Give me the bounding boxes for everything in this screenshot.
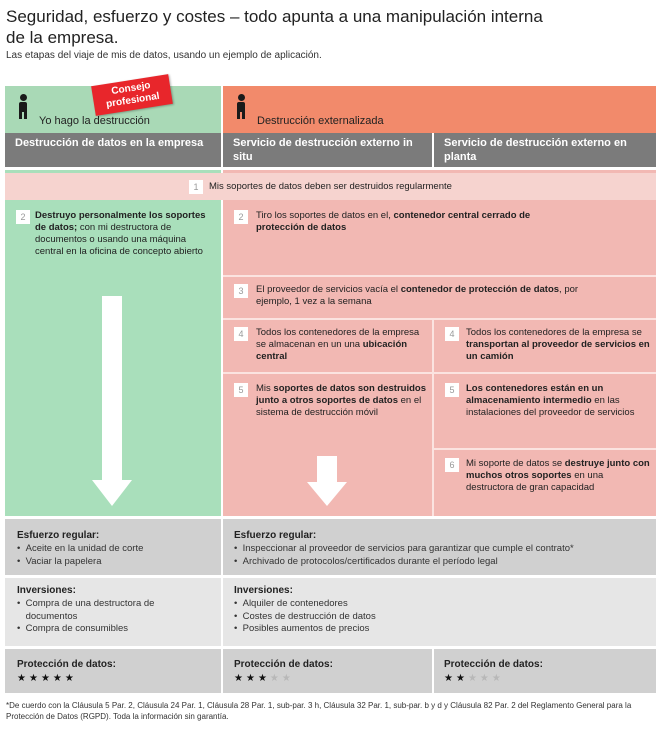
list-item: • Compra de una destructora de documentos <box>17 598 155 622</box>
list-item: • Posibles aumentos de precios <box>234 623 370 634</box>
star-filled-icon: ★ <box>17 673 29 684</box>
protection-title: Protección de datos: <box>444 659 543 670</box>
effort-list <box>234 543 574 568</box>
step-1-text: Mis soportes de datos deben ser destruidos regularmente <box>209 181 452 192</box>
star-empty-icon: ★ <box>467 673 480 684</box>
divider <box>223 275 656 277</box>
list-item: • Inspeccionar al proveedor de servicios para garantizar que cumple el contrato* <box>234 543 574 554</box>
star-filled-icon: ★ <box>444 673 456 684</box>
step-number: 4 <box>445 327 459 341</box>
list-item: • Compra de consumibles <box>17 623 129 634</box>
protection-onsite <box>223 649 432 693</box>
rating-stars <box>444 673 504 684</box>
effort-title: Esfuerzo regular: <box>17 530 100 541</box>
pro-tip-badge: Consejo profesional <box>91 74 173 116</box>
protection-title: Protección de datos: <box>17 659 116 670</box>
star-filled-icon: ★ <box>28 673 41 684</box>
column-head-in-house: Destrucción de datos en la empresa <box>5 133 221 167</box>
step-number: 1 <box>189 180 203 194</box>
list-item: • Aceite en la unidad de corte <box>17 543 144 554</box>
investment-title: Inversiones: <box>234 585 293 596</box>
star-filled-icon: ★ <box>234 673 246 684</box>
protection-in-house <box>5 649 221 693</box>
list-item: • Vaciar la papelera <box>17 555 102 567</box>
step-6-text: Mi soporte de datos se destruye junto con muchos otros soportes en una destructora de gran capacidad <box>466 458 650 493</box>
list-item: • Archivado de protocolos/certificados durante el período legal <box>234 555 498 567</box>
step-number: 6 <box>445 458 459 472</box>
header-outsourced-destruction <box>223 86 656 133</box>
protection-plant <box>434 649 656 693</box>
star-filled-icon: ★ <box>52 673 65 684</box>
star-empty-icon: ★ <box>269 673 282 684</box>
investment-right <box>223 578 656 646</box>
investment-title: Inversiones: <box>17 585 76 596</box>
person-icon <box>236 94 246 119</box>
star-filled-icon: ★ <box>40 673 53 684</box>
star-filled-icon: ★ <box>455 673 468 684</box>
step-number: 5 <box>445 383 459 397</box>
effort-right <box>223 519 656 575</box>
star-empty-icon: ★ <box>491 673 504 684</box>
star-filled-icon: ★ <box>245 673 258 684</box>
list-item: • Alquiler de contenedores <box>234 598 348 609</box>
divider <box>432 318 434 516</box>
header-right-label: Destrucción externalizada <box>257 115 384 127</box>
footnote: *De cuerdo con la Cláusula 5 Par. 2, Cláusula 24 Par. 1, Cláusula 28 Par. 1, sub-par. 3 h, Cláusula 32 Par. 1, sub-par. b y d y Cláusula 82 Par. 2 del Reglamento General para la Protección de Datos (RGPD). Toda la información sin garantía. <box>6 701 632 721</box>
column-head-plant: Servicio de destrucción externo en planta <box>434 133 656 167</box>
step-number: 5 <box>234 383 248 397</box>
step-4-plant-text: Todos los contenedores de la empresa se transportan al proveedor de servicios en un camión <box>466 327 650 362</box>
rating-stars <box>17 673 77 684</box>
investment-left <box>5 578 221 646</box>
step-number: 2 <box>16 210 30 224</box>
star-filled-icon: ★ <box>64 673 77 684</box>
divider <box>223 318 656 320</box>
list-item: • Costes de destrucción de datos <box>234 610 376 622</box>
header-left-label: Yo hago la destrucción <box>39 115 150 127</box>
protection-title: Protección de datos: <box>234 659 333 670</box>
divider <box>433 448 656 450</box>
step-number: 3 <box>234 284 248 298</box>
person-icon <box>18 94 28 119</box>
investment-list <box>234 598 376 636</box>
star-empty-icon: ★ <box>479 673 492 684</box>
page-title: Seguridad, esfuerzo y costes – todo apunta a una manipulación interna de la empresa. <box>6 7 543 47</box>
rating-stars <box>234 673 294 684</box>
star-filled-icon: ★ <box>257 673 270 684</box>
step-2-left-text: Destruyo personalmente los soportes de datos; con mi destructora de documentos o usando una máquina central en la oficina de concepto abierto <box>35 210 206 257</box>
down-arrow-icon <box>307 456 347 508</box>
down-arrow-icon <box>92 296 132 508</box>
step-5-plant-text: Los contenedores están en un almacenamiento intermedio en las instalaciones del proveedor de servicios <box>466 383 635 418</box>
effort-list <box>17 543 143 568</box>
step-5-onsite-text: Mis soportes de datos son destruidos junto a otros soportes de datos en el sistema de destrucción móvil <box>256 383 426 418</box>
column-head-onsite: Servicio de destrucción externo in situ <box>223 133 432 167</box>
page-subtitle: Las etapas del viaje de mis de datos, usando un ejemplo de aplicación. <box>6 50 322 61</box>
step-4-onsite-text: Todos los contenedores de la empresa se almacenan en un una ubicación central <box>256 327 420 362</box>
step-number: 2 <box>234 210 248 224</box>
investment-list <box>17 598 207 636</box>
step-number: 4 <box>234 327 248 341</box>
star-empty-icon: ★ <box>281 673 294 684</box>
step-2-right-text: Tiro los soportes de datos en el, contenedor central cerrado de protección de datos <box>256 210 531 233</box>
effort-title: Esfuerzo regular: <box>234 530 317 541</box>
step-3-text: El proveedor de servicios vacía el contenedor de protección de datos, por ejemplo, 1 vez a la semana <box>256 284 579 307</box>
divider <box>223 372 656 374</box>
effort-left <box>5 519 221 575</box>
